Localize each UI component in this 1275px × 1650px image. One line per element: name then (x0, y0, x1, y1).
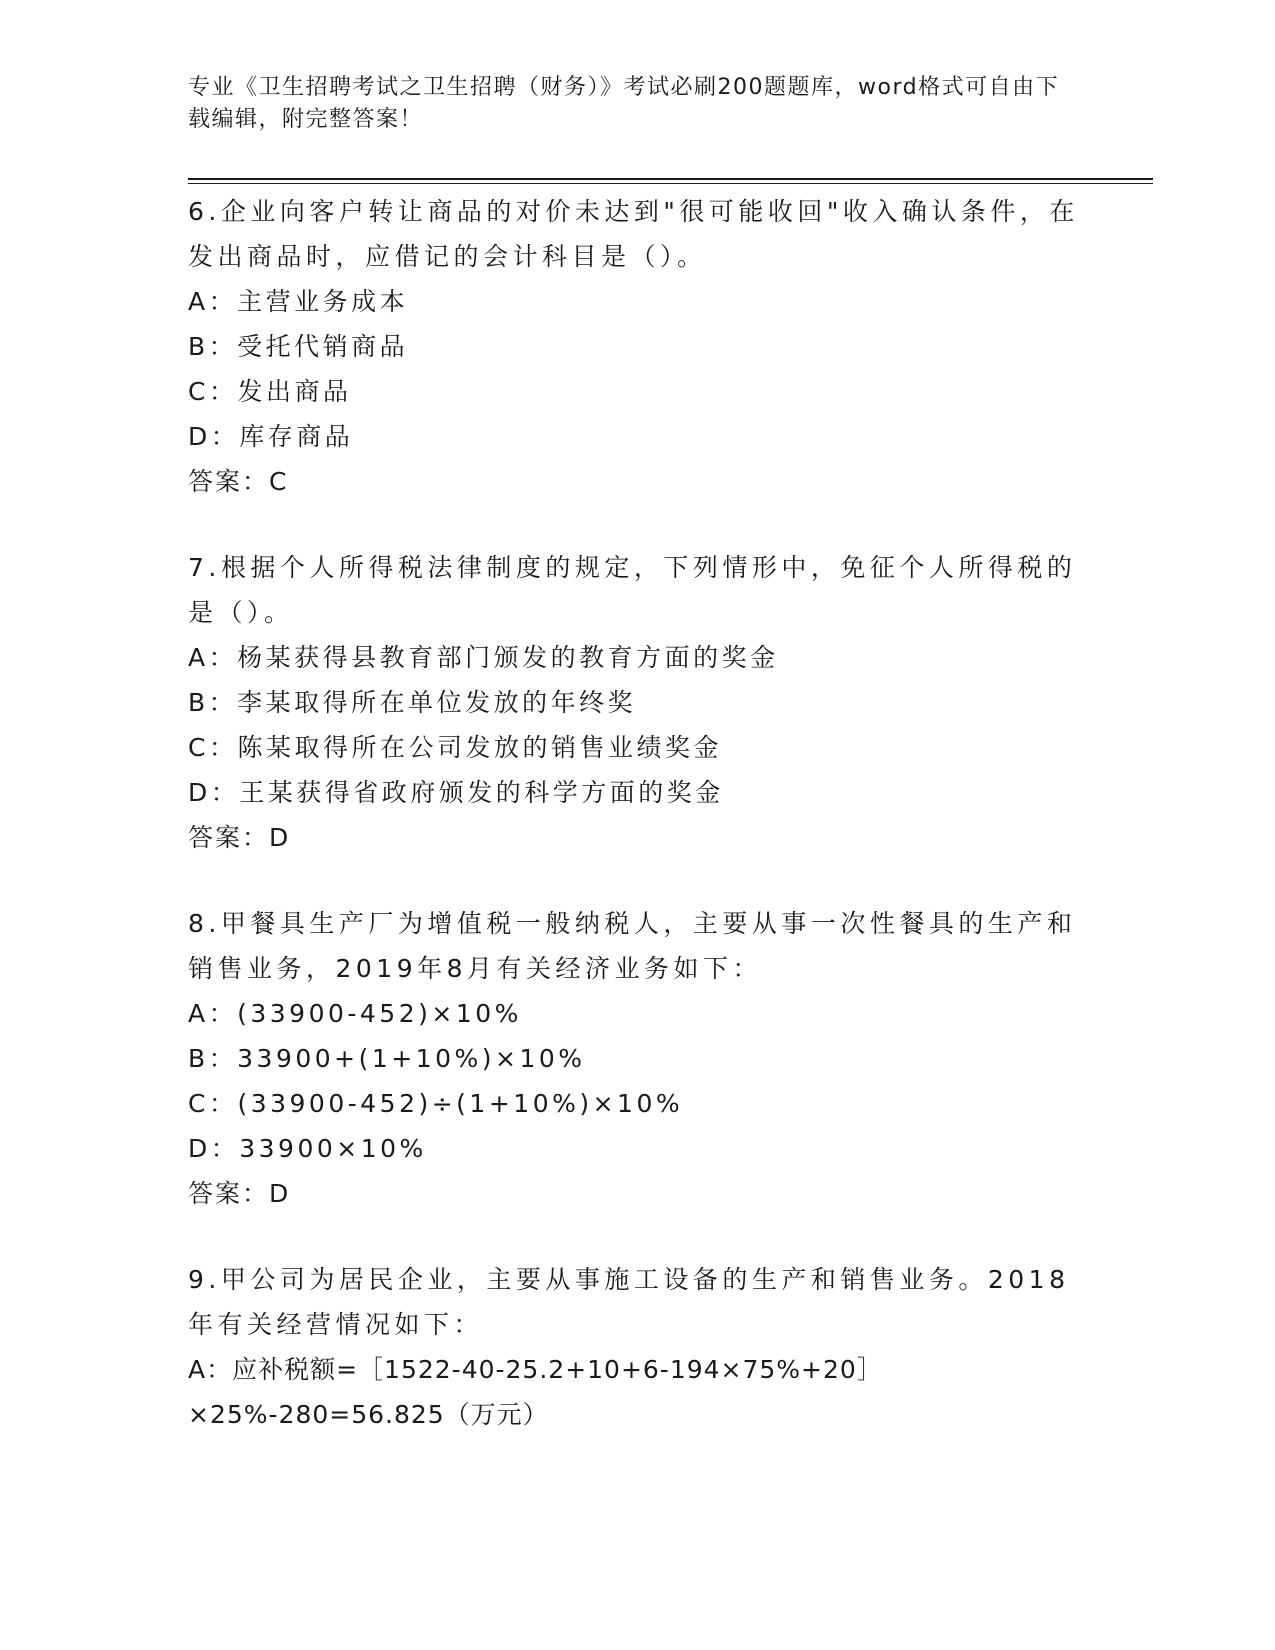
option-a: A：杨某获得县教育部门颁发的教育方面的奖金 (188, 643, 779, 672)
header-divider-thick (188, 178, 1153, 180)
question-stem: 6.企业向客户转让商品的对价未达到"很可能收回"收入确认条件，在发出商品时，应借记的会计科目是（）。 (188, 197, 1079, 271)
question-8 (188, 901, 1088, 1216)
option-a: A：主营业务成本 (188, 287, 409, 316)
option-b: B：受托代销商品 (188, 332, 409, 361)
question-6 (188, 189, 1088, 504)
question-stem: 8.甲餐具生产厂为增值税一般纳税人，主要从事一次性餐具的生产和销售业务，2019年8月有关经济业务如下： (188, 909, 1077, 983)
header-divider-thin (188, 183, 1153, 184)
question-list (188, 189, 1088, 1478)
option-b: B：李某取得所在单位发放的年终奖 (188, 688, 637, 717)
answer: 答案：D (188, 1179, 291, 1208)
option-c: C：发出商品 (188, 377, 352, 406)
question-stem: 7.根据个人所得税法律制度的规定，下列情形中，免征个人所得税的是（）。 (188, 553, 1077, 627)
option-c: C：(33900-452)÷(1+10%)×10% (188, 1089, 684, 1118)
answer: 答案：D (188, 823, 291, 852)
document-header: 专业《卫生招聘考试之卫生招聘（财务）》考试必刷200题题库，word格式可自由下载编辑，附完整答案！ (188, 75, 1060, 132)
answer: 答案：C (188, 467, 289, 496)
option-d: D：33900×10% (188, 1134, 427, 1163)
question-9 (188, 1257, 1088, 1437)
option-b: B：33900+(1+10%)×10% (188, 1044, 586, 1073)
option-d: D：库存商品 (188, 422, 354, 451)
question-stem: 9.甲公司为居民企业，主要从事施工设备的生产和销售业务。2018年有关经营情况如下： (188, 1265, 1070, 1339)
option-a: A：(33900-452)×10% (188, 999, 522, 1028)
option-d: D：王某获得省政府颁发的科学方面的奖金 (188, 778, 724, 807)
question-7 (188, 545, 1088, 860)
option-a: A：应补税额=［1522-40-25.2+10+6-194×75%+20］×25%-280=56.825（万元） (188, 1355, 883, 1429)
option-c: C：陈某取得所在公司发放的销售业绩奖金 (188, 733, 722, 762)
